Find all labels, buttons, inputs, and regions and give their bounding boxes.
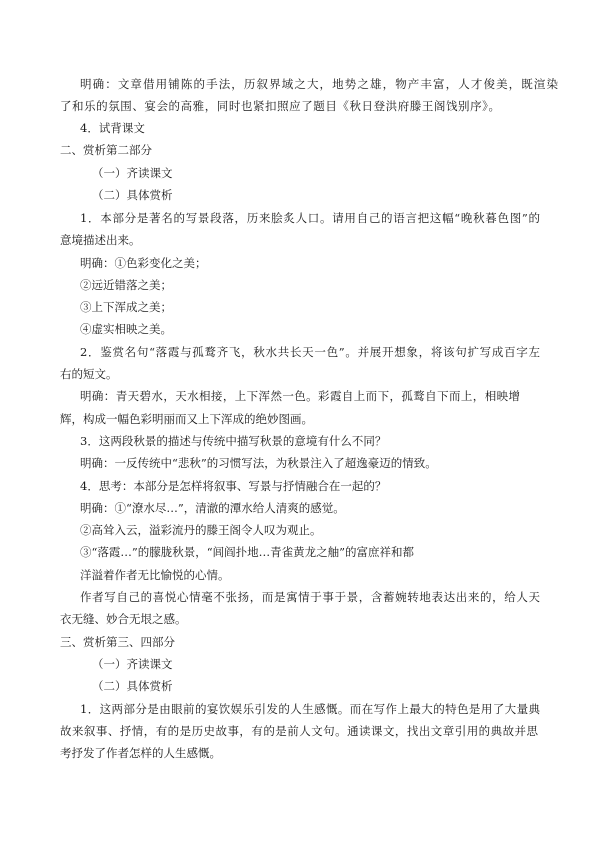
text-line: 明确：①色彩变化之美； <box>80 256 207 270</box>
text-line: ③“落霞…”的朦胧秋景，“闾阎扑地…青雀黄龙之舳”的富庶祥和都 <box>80 545 415 559</box>
text-line: ③上下浑成之美； <box>80 300 172 314</box>
subsection-heading: （二）具体赏析 <box>92 188 173 202</box>
text-line: 2．鉴赏名句“落霞与孤鹜齐飞，秋水共长天一色”。并展开想象，将该句扩写成百字左 <box>80 345 540 359</box>
text-line: 明确：一反传统中“悲秋”的习惯写法，为秋景注入了超逸豪迈的情致。 <box>80 456 437 470</box>
text-line: ②高耸入云，溢彩流丹的滕王阁令人叹为观止。 <box>80 523 322 537</box>
text-line: 辉，构成一幅色彩明丽而又上下浑成的绝妙图画。 <box>60 412 313 426</box>
text-line: 3．这两段秋景的描述与传统中描写秋景的意境有什么不同？ <box>80 434 387 448</box>
text-line: 明确：青天碧水，天水相接，上下浑然一色。彩霞自上而下，孤鹜自下而上，相映增 <box>80 389 520 403</box>
text-line: 故来叙事、抒情，有的是历史故事，有的是前人文句。通读课文，找出文章引用的典故并思 <box>60 724 538 738</box>
section-heading: 二、赏析第二部分 <box>60 143 152 157</box>
subsection-heading: （一）齐读课文 <box>92 166 173 180</box>
text-line: 4．思考：本部分是怎样将叙事、写景与抒情融合在一起的？ <box>80 479 387 493</box>
text-line: 了和乐的氛围、宴会的高雅，同时也紧扣照应了题目《秋日登洪府滕王阁饯别序》。 <box>60 99 500 113</box>
subsection-heading: （二）具体赏析 <box>92 679 173 693</box>
text-line: ④虚实相映之美。 <box>80 322 172 336</box>
text-line: 作者写自己的喜悦心情毫不张扬，而是寓情于事于景，含蓄婉转地表达出来的，给人天 <box>80 590 540 604</box>
text-line: 4．试背课文 <box>80 121 145 135</box>
section-heading: 三、赏析第三、四部分 <box>60 635 175 649</box>
subsection-heading: （一）齐读课文 <box>92 657 173 671</box>
text-line: 明确：①“潦水尽…”，清澈的潭水给人清爽的感觉。 <box>80 501 345 515</box>
text-line: 考抒发了作者怎样的人生感慨。 <box>60 746 221 760</box>
text-line: 明确：文章借用铺陈的手法，历叙界域之大，地势之雄，物产丰富，人才俊美，既渲染 <box>80 77 558 91</box>
text-line: 洋溢着作者无比愉悦的心情。 <box>80 568 230 582</box>
text-line: 1．本部分是著名的写景段落，历来脍炙人口。请用自己的语言把这幅“晚秋暮色图”的 <box>80 211 540 225</box>
text-line: 意境描述出来。 <box>60 233 141 247</box>
text-line: 衣无缝、妙合无垠之感。 <box>60 612 187 626</box>
text-line: 1．这两部分是由眼前的宴饮娱乐引发的人生感慨。而在写作上最大的特色是用了大量典 <box>80 702 540 716</box>
text-line: ②远近错落之美； <box>80 278 172 292</box>
text-line: 右的短文。 <box>60 367 118 381</box>
